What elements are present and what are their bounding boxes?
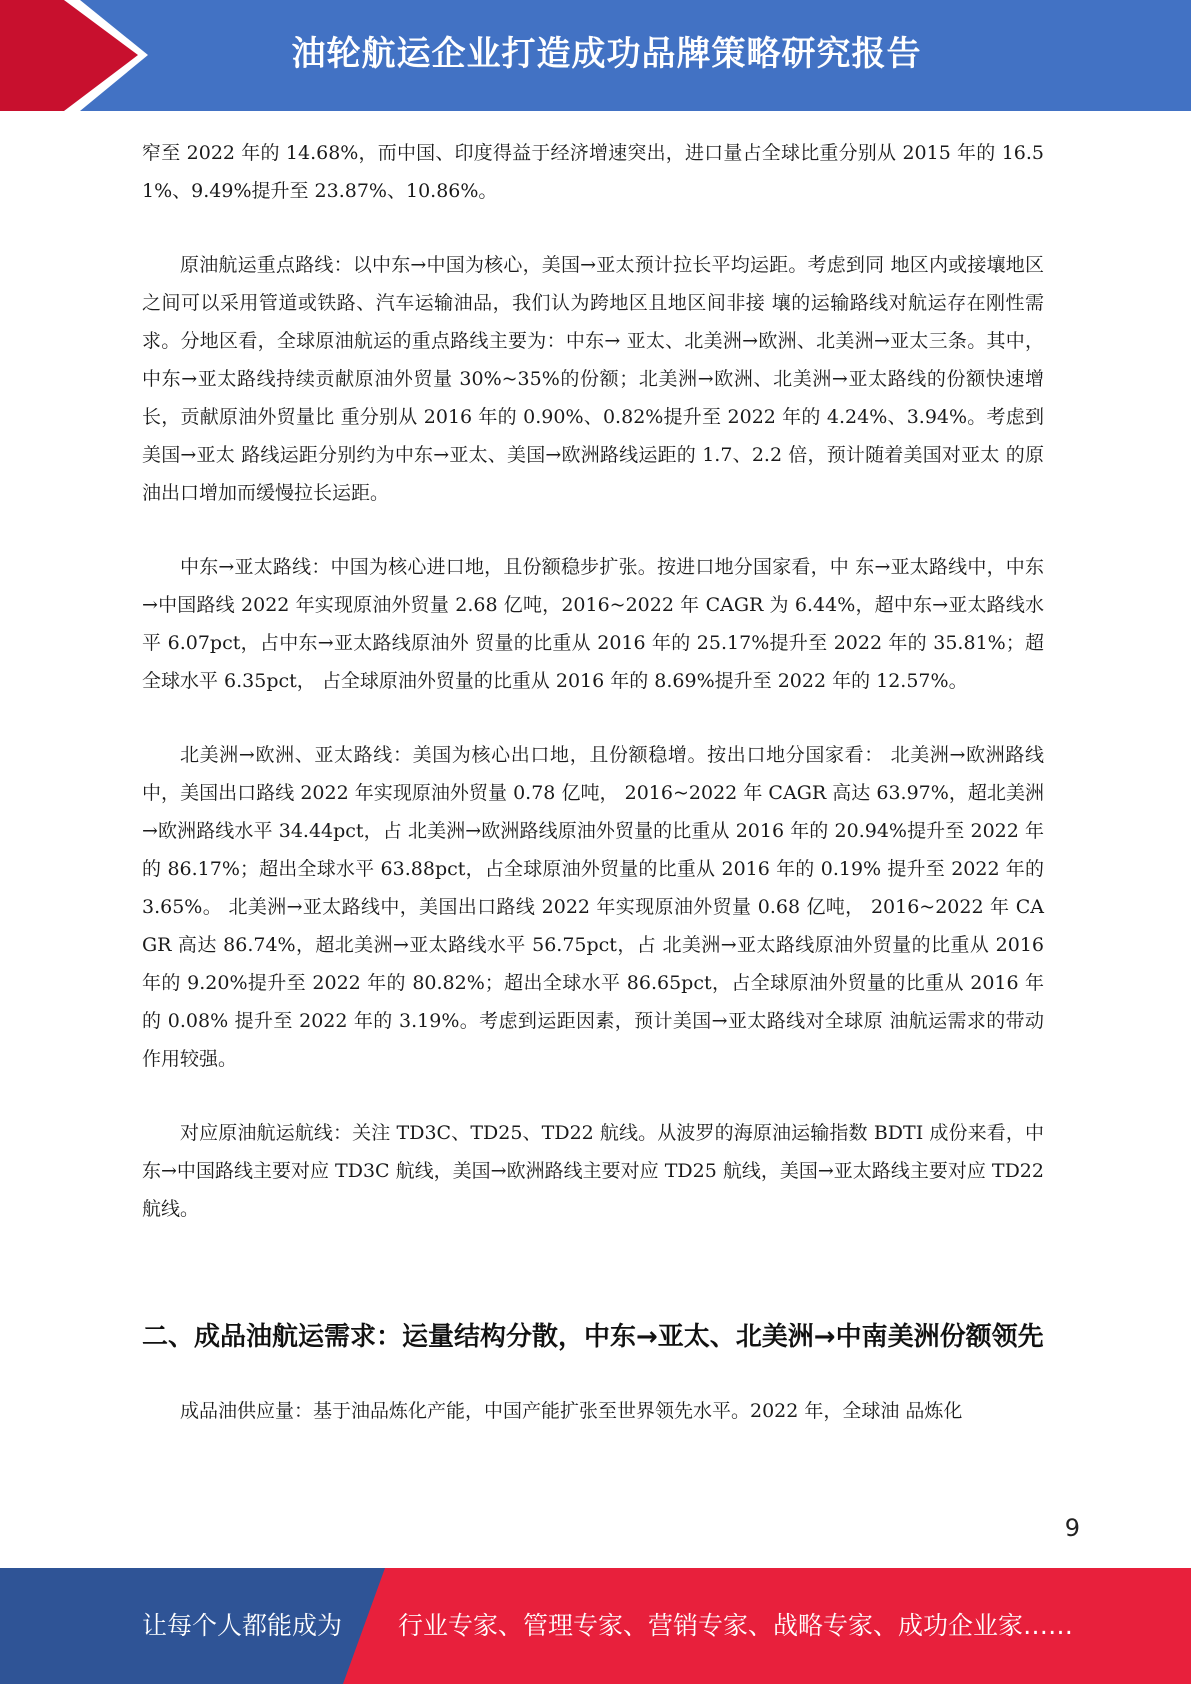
footer-slogan-right: 行业专家、管理专家、营销专家、战略专家、成功企业家……	[398, 1611, 1074, 1640]
body-paragraph-5: 对应原油航运航线：关注 TD3C、TD25、TD22 航线。从波罗的海原油运输指数 BDTI 成份来看，中东→中国路线主要对应 TD3C 航线，美国→欧洲路线主要对应 TD25 航线，美国→亚太路线主要对应 TD22 航线。	[142, 1122, 1044, 1220]
page-header	[0, 0, 1191, 111]
section-heading: 二、成品油航运需求：运量结构分散，中东→亚太、北美洲→中南美洲份额领先	[142, 1322, 1044, 1352]
body-paragraph-2: 原油航运重点路线：以中东→中国为核心，美国→亚太预计拉长平均运距。考虑到同 地区内或接壤地区之间可以采用管道或铁路、汽车运输油品，我们认为跨地区且地区间非接 壤的运输路线对航运存在刚性需求。分地区看，全球原油航运的重点路线主要为：中东→ 亚太、北美洲→欧洲、北美洲→亚太三条。其中，中东→亚太路线持续贡献原油外贸量 30%~35%的份额；北美洲→欧洲、北美洲→亚太路线的份额快速增长，贡献原油外贸量比 重分别从 2016 年的 0.90%、0.82%提升至 2022 年的 4.24%、3.94%。考虑到美国→亚太 路线运距分别约为中东→亚太、美国→欧洲路线运距的 1.7、2.2 倍，预计随着美国对亚太 的原油出口增加而缓慢拉长运距。	[142, 254, 1044, 504]
body-paragraph-6: 成品油供应量：基于油品炼化产能，中国产能扩张至世界领先水平。2022 年，全球油 品炼化	[180, 1400, 963, 1422]
body-paragraph-3: 中东→亚太路线：中国为核心进口地，且份额稳步扩张。按进口地分国家看，中 东→亚太路线中，中东→中国路线 2022 年实现原油外贸量 2.68 亿吨，2016~2022 年 CAGR 为 6.44%，超中东→亚太路线水平 6.07pct，占中东→亚太路线原油外 贸量的比重从 2016 年的 25.17%提升至 2022 年的 35.81%；超全球水平 6.35pct， 占全球原油外贸量的比重从 2016 年的 8.69%提升至 2022 年的 12.57%。	[142, 556, 1044, 692]
body-paragraph-4: 北美洲→欧洲、亚太路线：美国为核心出口地，且份额稳增。按出口地分国家看： 北美洲→欧洲路线中，美国出口路线 2022 年实现原油外贸量 0.78 亿吨， 2016~2022 年 CAGR 高达 63.97%，超北美洲→欧洲路线水平 34.44pct，占 北美洲→欧洲路线原油外贸量的比重从 2016 年的 20.94%提升至 2022 年的 86.17%；超出全球水平 63.88pct，占全球原油外贸量的比重从 2016 年的 0.19% 提升至 2022 年的 3.65%。 北美洲→亚太路线中，美国出口路线 2022 年实现原油外贸量 0.68 亿吨， 2016~2022 年 CAGR 高达 86.74%，超北美洲→亚太路线水平 56.75pct，占 北美洲→亚太路线原油外贸量的比重从 2016 年的 9.20%提升至 2022 年的 80.82%；超出全球水平 86.65pct，占全球原油外贸量的比重从 2016 年的 0.08% 提升至 2022 年的 3.19%。考虑到运距因素，预计美国→亚太路线对全球原 油航运需求的带动作用较强。	[142, 744, 1044, 1070]
header-title: 油轮航运企业打造成功品牌策略研究报告	[291, 34, 922, 74]
page-number: 9	[1064, 1514, 1080, 1542]
footer-slogan-left: 让每个人都能成为	[142, 1611, 343, 1640]
page-footer	[0, 1568, 1191, 1684]
report-body	[142, 134, 1044, 1466]
body-paragraph-1: 窄至 2022 年的 14.68%，而中国、印度得益于经济增速突出，进口量占全球比重分别从 2015 年的 16.51%、9.49%提升至 23.87%、10.86%。	[142, 142, 1044, 202]
